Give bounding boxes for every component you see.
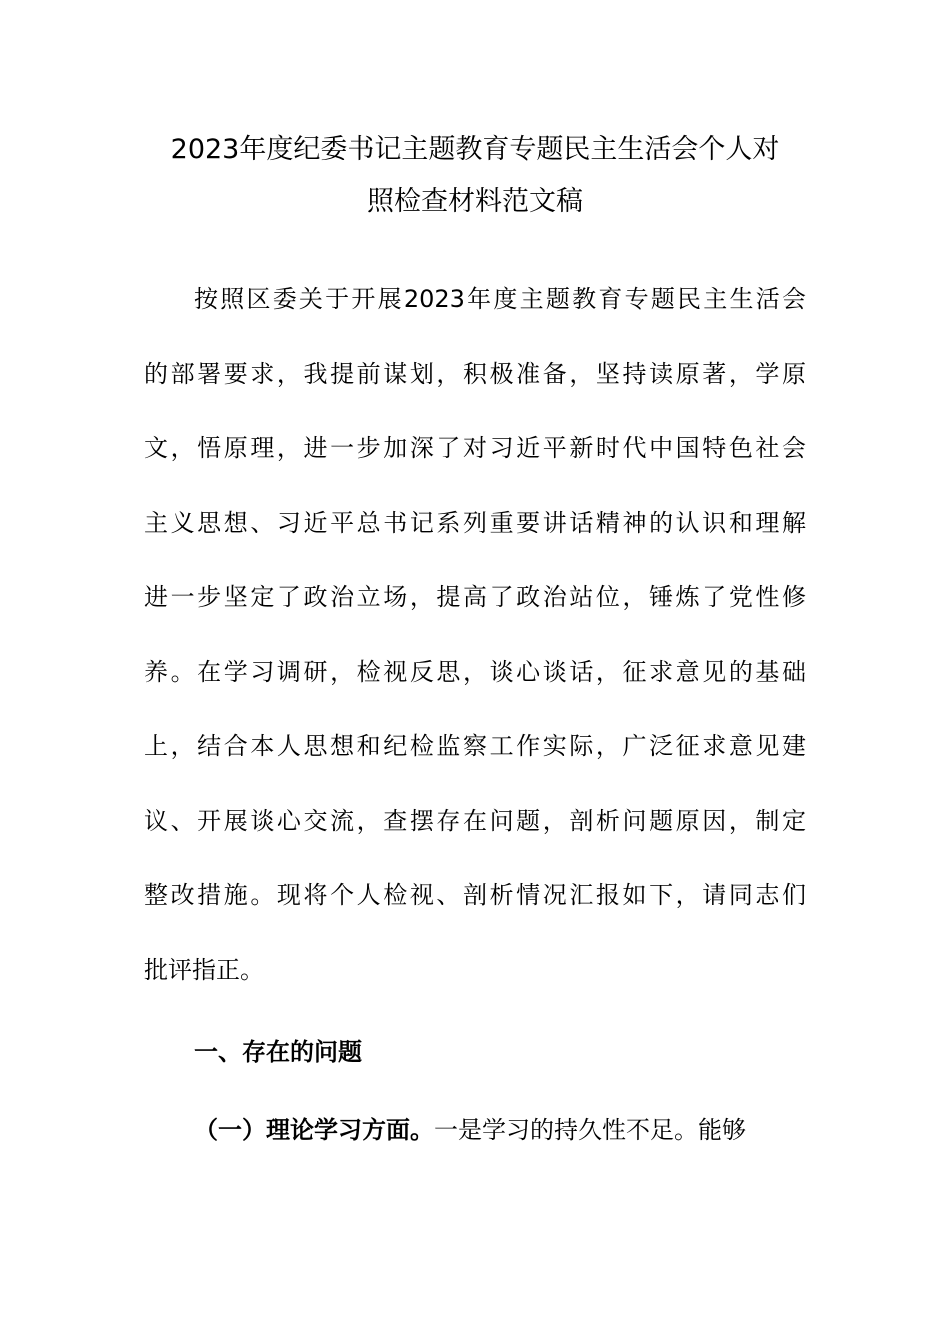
paragraph-line: 批评指正。 — [144, 955, 264, 984]
document-title — [100, 124, 850, 228]
paragraph-line: 文，悟原理，进一步加深了对习近平新时代中国特色社会 — [144, 434, 806, 462]
paragraph-line: 的部署要求，我提前谋划，积极准备，坚持读原著，学原 — [144, 359, 806, 388]
paragraph-line: 主义思想、习近平总书记系列重要讲话精神的认识和理解 — [144, 508, 806, 537]
title-line-1: 2023年度纪委书记主题教育专题民主生活会个人对 — [170, 134, 780, 165]
subsection-text: 一是学习的持久性不足。能够 — [434, 1116, 746, 1144]
paragraph-line: 议、开展谈心交流，查摆存在问题，剖析问题原因，制定 — [144, 806, 806, 835]
subsection-heading: （一）理论学习方面。 — [194, 1116, 434, 1144]
paragraph-line: 进一步坚定了政治立场，提高了政治站位，锤炼了党性修 — [144, 583, 806, 611]
section-heading: 一、存在的问题 — [194, 1038, 362, 1066]
intro-paragraph — [144, 262, 806, 1007]
paragraph-line: 养。在学习调研，检视反思，谈心谈话，征求意见的基础 — [144, 657, 806, 686]
paragraph-line: 按照区委关于开展2023年度主题教育专题民主生活会 — [194, 285, 806, 313]
paragraph-line: 上，结合本人思想和纪检监察工作实际，广泛征求意见建 — [144, 732, 806, 760]
paragraph-line: 整改措施。现将个人检视、剖析情况汇报如下，请同志们 — [144, 881, 806, 909]
title-line-2: 照检查材料范文稿 — [367, 186, 583, 217]
subsection-line — [194, 1108, 806, 1152]
